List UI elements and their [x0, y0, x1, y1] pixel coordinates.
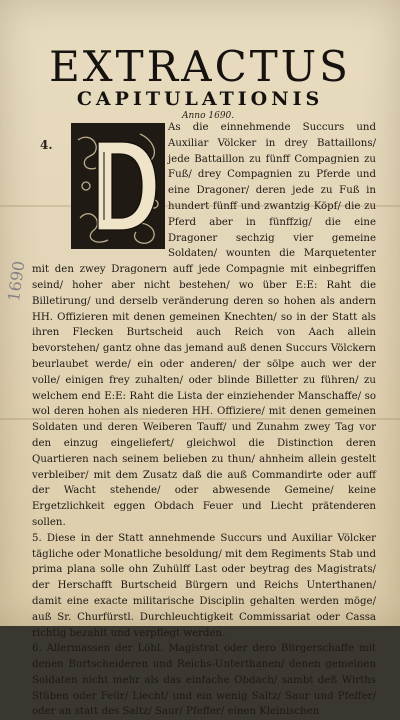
handwritten-margin-note: 1690 [4, 259, 29, 303]
decorated-initial-d-icon [70, 122, 166, 250]
paragraph-5: 5. Diese in der Statt annehmende Succurs und Auxiliar Völcker tägliche oder Monatliche besoldung/ mit dem Regiments Stab und prima plana solle ohn Zuhülff Last oder beytrag des Magistrats/ der Herschafft Burtscheid Bürgern und Reichs Unterthanen/ damit eine exacte militarische Disciplin gehalten werden möge/ auß Sr. Churfürstl. Durchleuchtigkeit Commissariat oder Cassa richtig bezahlt und verpflegt werden. [32, 532, 376, 639]
paragraph-number: 4. [40, 138, 53, 152]
paragraph-6: 6. Allermassen der Löbl. Magistrat oder dero Bürgerschaffe mit denen Burtscheideren und Reichs-Unterthanen/ denen gemeinen Soldaten nicht mehr als das einfache Obdach/ sambt deß Wirths Stüben oder Feür/ Liecht/ und ein wenig Saltz/ Saur und Pfeffer/ oder an statt des Saltz/ Saur/ Pfeffer/ einen Kleinischen [32, 643, 376, 718]
paragraph-4: As die einnehmende Succurs und Auxiliar Völcker in drey Battaillons/ jede Battaillon zu fünff Compagnien zu Fuß/ drey Compagnien zu Pferde und eine Dragoner/ deren jede zu Fuß in hundert fünff und zwantzig Köpf/ die zu Pferd aber in fünffzig/ die eine Dragoner sechzig vier gemeine Soldaten/ wounten die Marquetenter mit den zwey Dragonern auff jede Compagnie mit einbegriffen seind/ hoher aber nicht bestehen/ wo über E:E: Raht die Billetirung/ und derselb veränderung deren so hohen als andern HH. Offizieren mit denen gemeinen Knechten/ so in der Statt als ihren Flecken Burtscheid auch Reich von Aach allein bevorstehen/ gantz ohne das jemand auß denen Succurs Völckern beurlaubet werde/ ein oder anderen/ der sölpe auch wer der volle/ einigen frey zuhalten/ oder blinde Billetter zu führen/ zu welchem end E:E: Raht die Lista der einziehender Manschaffe/ so wol deren hohen als niederen HH. Offiziere/ mit denen gemeinen Soldaten und deren Weiberen Tauff/ und Zunahm zwey Tag vor den einzug eingeliefert/ gleichwol die Distinction deren Quartieren nach seinem belieben zu thun/ ahnheim allein gestelt verbleiber/ mit dem Zusatz daß die auß Commandirte oder auff der Wacht stehende/ oder abwesende Gemeine/ keine Ergetzlichkeit eggen Obdach Feuer und Liecht prätenderen sollen. [32, 122, 376, 528]
document-subtitle: CAPITULATIONIS [76, 88, 324, 110]
document-title: EXTRACTUS [49, 42, 351, 91]
year-note: Anno 1690. [182, 111, 235, 121]
